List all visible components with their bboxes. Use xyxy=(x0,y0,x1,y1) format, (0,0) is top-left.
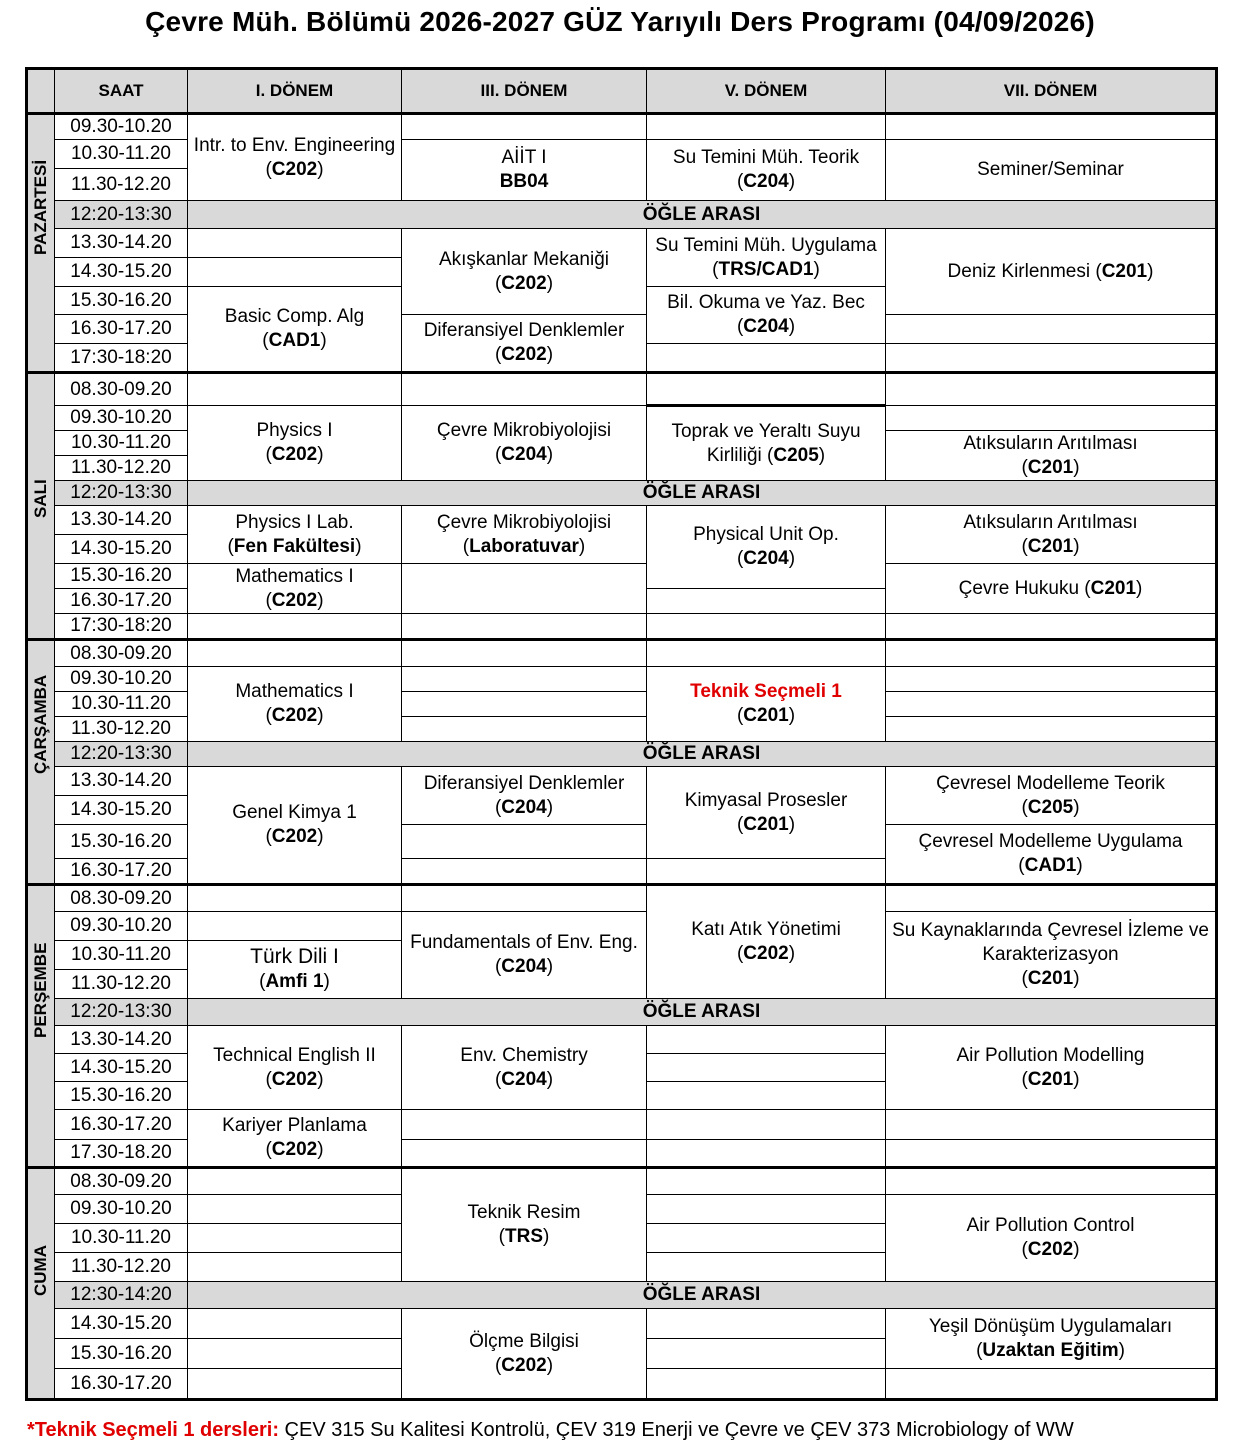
empty-cell xyxy=(188,1195,402,1224)
empty-cell xyxy=(402,614,647,640)
course-cell: Fundamentals of Env. Eng. (C204) xyxy=(402,912,647,999)
course-cell: Physics I (C202) xyxy=(188,406,402,481)
empty-cell xyxy=(886,406,1217,431)
time-slot: 15.30-16.20 xyxy=(55,825,188,859)
empty-cell xyxy=(886,640,1217,667)
course-cell: Genel Kimya 1 (C202) xyxy=(188,767,402,885)
course-cell: Diferansiyel Denklemler (C204) xyxy=(402,767,647,825)
course-cell: Physical Unit Op. (C204) xyxy=(647,506,886,589)
time-slot: 10.30-11.20 xyxy=(55,140,188,169)
empty-cell xyxy=(886,614,1217,640)
empty-cell xyxy=(886,667,1217,692)
time-slot: 13.30-14.20 xyxy=(55,1026,188,1054)
empty-cell xyxy=(402,667,647,692)
time-slot: 16.30-17.20 xyxy=(55,1110,188,1140)
time-slot: 12:30-14:20 xyxy=(55,1282,188,1309)
time-slot: 12:20-13:30 xyxy=(55,201,188,229)
empty-cell xyxy=(402,564,647,614)
empty-cell xyxy=(188,258,402,287)
course-cell: Su Temini Müh. Teorik (C204) xyxy=(647,140,886,201)
course-cell: Deniz Kirlenmesi (C201) xyxy=(886,229,1217,315)
time-slot: 13.30-14.20 xyxy=(55,767,188,796)
empty-cell xyxy=(647,589,886,614)
time-slot: 11.30-12.20 xyxy=(55,970,188,999)
empty-cell xyxy=(402,859,647,885)
time-slot: 10.30-11.20 xyxy=(55,431,188,456)
course-cell: Air Pollution Control (C202) xyxy=(886,1195,1217,1282)
time-slot: 16.30-17.20 xyxy=(55,1369,188,1400)
course-cell: Türk Dili I (Amfi 1) xyxy=(188,941,402,999)
time-slot: 16.30-17.20 xyxy=(55,859,188,885)
course-cell: Kimyasal Prosesler (C201) xyxy=(647,767,886,859)
course-cell: Bil. Okuma ve Yaz. Bec (C204) xyxy=(647,287,886,344)
course-cell: Env. Chemistry (C204) xyxy=(402,1026,647,1110)
course-cell: Çevre Mikrobiyolojisi (Laboratuvar) xyxy=(402,506,647,564)
course-cell: Çevresel Modelleme Teorik (C205) xyxy=(886,767,1217,825)
time-slot: 10.30-11.20 xyxy=(55,941,188,970)
empty-cell xyxy=(647,1195,886,1224)
empty-cell xyxy=(647,1339,886,1369)
empty-cell xyxy=(402,373,647,406)
empty-cell xyxy=(647,1140,886,1168)
day-label: ÇARŞAMBA xyxy=(27,640,55,885)
course-cell: Technical English II (C202) xyxy=(188,1026,402,1110)
empty-cell xyxy=(886,114,1217,140)
empty-cell xyxy=(188,912,402,941)
empty-cell xyxy=(647,1110,886,1140)
empty-cell xyxy=(886,373,1217,406)
header-row xyxy=(27,69,1217,114)
empty-cell xyxy=(402,640,647,667)
day-label: PERŞEMBE xyxy=(27,885,55,1168)
course-cell: Mathematics I (C202) xyxy=(188,667,402,742)
empty-cell xyxy=(402,114,647,140)
lunch-break: ÖĞLE ARASI xyxy=(188,999,1217,1026)
lunch-break: ÖĞLE ARASI xyxy=(188,742,1217,767)
empty-cell xyxy=(647,1168,886,1195)
empty-cell xyxy=(647,1369,886,1400)
course-cell: Mathematics I (C202) xyxy=(188,564,402,614)
time-slot: 17:30-18:20 xyxy=(55,344,188,373)
time-slot: 11.30-12.20 xyxy=(55,717,188,742)
empty-cell xyxy=(402,885,647,912)
empty-cell xyxy=(188,229,402,258)
footnote xyxy=(27,1419,1237,1442)
course-cell: Ölçme Bilgisi (C202) xyxy=(402,1309,647,1400)
course-cell: Air Pollution Modelling (C201) xyxy=(886,1026,1217,1110)
course-cell: Teknik Seçmeli 1 (C201) xyxy=(647,667,886,742)
empty-cell xyxy=(647,1309,886,1339)
time-slot: 08.30-09.20 xyxy=(55,373,188,406)
day-label: CUMA xyxy=(27,1168,55,1400)
header-donem-3: III. DÖNEM xyxy=(402,69,647,114)
time-slot: 13.30-14.20 xyxy=(55,229,188,258)
time-slot: 16.30-17.20 xyxy=(55,589,188,614)
course-cell: Basic Comp. Alg (CAD1) xyxy=(188,287,402,373)
empty-cell xyxy=(188,1253,402,1282)
footnote-label: *Teknik Seçmeli 1 dersleri: xyxy=(27,1419,279,1441)
empty-cell xyxy=(647,1224,886,1253)
time-slot: 14.30-15.20 xyxy=(55,796,188,825)
empty-cell xyxy=(886,1110,1217,1140)
course-cell: AİİT I BB04 xyxy=(402,140,647,201)
schedule-table xyxy=(25,67,1218,1401)
empty-cell xyxy=(402,825,647,859)
time-slot: 10.30-11.20 xyxy=(55,692,188,717)
time-slot: 08.30-09.20 xyxy=(55,640,188,667)
time-slot: 09.30-10.20 xyxy=(55,1195,188,1224)
time-slot: 17:30-18:20 xyxy=(55,614,188,640)
empty-cell xyxy=(647,640,886,667)
empty-cell xyxy=(647,614,886,640)
empty-cell xyxy=(647,1253,886,1282)
lunch-break: ÖĞLE ARASI xyxy=(188,481,1217,506)
empty-cell xyxy=(647,344,886,373)
empty-cell xyxy=(188,640,402,667)
lunch-break: ÖĞLE ARASI xyxy=(188,201,1217,229)
empty-cell xyxy=(188,1339,402,1369)
time-slot: 12:20-13:30 xyxy=(55,742,188,767)
header-donem-7: VII. DÖNEM xyxy=(886,69,1217,114)
time-slot: 09.30-10.20 xyxy=(55,912,188,941)
empty-cell xyxy=(647,1054,886,1082)
header-donem-1: I. DÖNEM xyxy=(188,69,402,114)
empty-cell xyxy=(886,692,1217,717)
empty-cell xyxy=(886,315,1217,344)
time-slot: 15.30-16.20 xyxy=(55,564,188,589)
time-slot: 08.30-09.20 xyxy=(55,885,188,912)
empty-cell xyxy=(886,885,1217,912)
time-slot: 08.30-09.20 xyxy=(55,1168,188,1195)
empty-cell xyxy=(647,373,886,406)
time-slot: 16.30-17.20 xyxy=(55,315,188,344)
course-cell: Seminer/Seminar xyxy=(886,140,1217,201)
empty-cell xyxy=(647,1082,886,1110)
time-slot: 11.30-12.20 xyxy=(55,456,188,481)
empty-cell xyxy=(647,1026,886,1054)
course-cell: Katı Atık Yönetimi (C202) xyxy=(647,885,886,999)
course-cell: Akışkanlar Mekaniği (C202) xyxy=(402,229,647,315)
time-slot: 12:20-13:30 xyxy=(55,999,188,1026)
time-slot: 13.30-14.20 xyxy=(55,506,188,535)
empty-cell xyxy=(886,717,1217,742)
empty-cell xyxy=(886,1140,1217,1168)
empty-cell xyxy=(402,1140,647,1168)
empty-cell xyxy=(402,717,647,742)
time-slot: 10.30-11.20 xyxy=(55,1224,188,1253)
empty-cell xyxy=(188,885,402,912)
time-slot: 15.30-16.20 xyxy=(55,1339,188,1369)
time-slot: 09.30-10.20 xyxy=(55,406,188,431)
time-slot: 14.30-15.20 xyxy=(55,258,188,287)
time-slot: 15.30-16.20 xyxy=(55,287,188,315)
empty-cell xyxy=(188,1168,402,1195)
course-cell: Teknik Resim (TRS) xyxy=(402,1168,647,1282)
empty-cell xyxy=(886,1168,1217,1195)
course-cell: Çevre Hukuku (C201) xyxy=(886,564,1217,614)
course-cell: Toprak ve Yeraltı Suyu Kirliliği (C205) xyxy=(647,406,886,481)
header-saat: SAAT xyxy=(55,69,188,114)
corner-cell xyxy=(27,69,55,114)
time-slot: 11.30-12.20 xyxy=(55,1253,188,1282)
time-slot: 17.30-18.20 xyxy=(55,1140,188,1168)
course-cell: Intr. to Env. Engineering (C202) xyxy=(188,114,402,201)
course-cell: Çevre Mikrobiyolojisi (C204) xyxy=(402,406,647,481)
time-slot: 11.30-12.20 xyxy=(55,169,188,201)
course-cell: Çevresel Modelleme Uygulama (CAD1) xyxy=(886,825,1217,885)
course-cell: Kariyer Planlama (C202) xyxy=(188,1110,402,1168)
course-cell: Su Temini Müh. Uygulama (TRS/CAD1) xyxy=(647,229,886,287)
empty-cell xyxy=(886,1369,1217,1400)
empty-cell xyxy=(402,692,647,717)
empty-cell xyxy=(647,859,886,885)
time-slot: 14.30-15.20 xyxy=(55,535,188,564)
course-cell: Su Kaynaklarında Çevresel İzleme ve Karakterizasyon (C201) xyxy=(886,912,1217,999)
empty-cell xyxy=(188,614,402,640)
time-slot: 09.30-10.20 xyxy=(55,667,188,692)
empty-cell xyxy=(886,344,1217,373)
empty-cell xyxy=(188,1224,402,1253)
empty-cell xyxy=(188,1369,402,1400)
course-cell: Atıksuların Arıtılması (C201) xyxy=(886,431,1217,481)
lunch-break: ÖĞLE ARASI xyxy=(188,1282,1217,1309)
day-label: PAZARTESİ xyxy=(27,114,55,373)
time-slot: 09.30-10.20 xyxy=(55,114,188,140)
time-slot: 14.30-15.20 xyxy=(55,1054,188,1082)
empty-cell xyxy=(647,114,886,140)
empty-cell xyxy=(188,373,402,406)
page-title: Çevre Müh. Bölümü 2026-2027 GÜZ Yarıyılı Ders Programı (04/09/2026) xyxy=(145,6,1095,37)
course-cell: Yeşil Dönüşüm Uygulamaları (Uzaktan Eğitim) xyxy=(886,1309,1217,1369)
empty-cell xyxy=(402,1110,647,1140)
header-donem-5: V. DÖNEM xyxy=(647,69,886,114)
footnote-text: ÇEV 315 Su Kalitesi Kontrolü, ÇEV 319 Enerji ve Çevre ve ÇEV 373 Microbiology of WW xyxy=(278,1419,1074,1441)
time-slot: 12:20-13:30 xyxy=(55,481,188,506)
time-slot: 15.30-16.20 xyxy=(55,1082,188,1110)
day-label: SALI xyxy=(27,373,55,640)
course-cell: Diferansiyel Denklemler (C202) xyxy=(402,315,647,373)
empty-cell xyxy=(188,1309,402,1339)
course-cell: Physics I Lab. (Fen Fakültesi) xyxy=(188,506,402,564)
course-cell: Atıksuların Arıtılması (C201) xyxy=(886,506,1217,564)
time-slot: 14.30-15.20 xyxy=(55,1309,188,1339)
